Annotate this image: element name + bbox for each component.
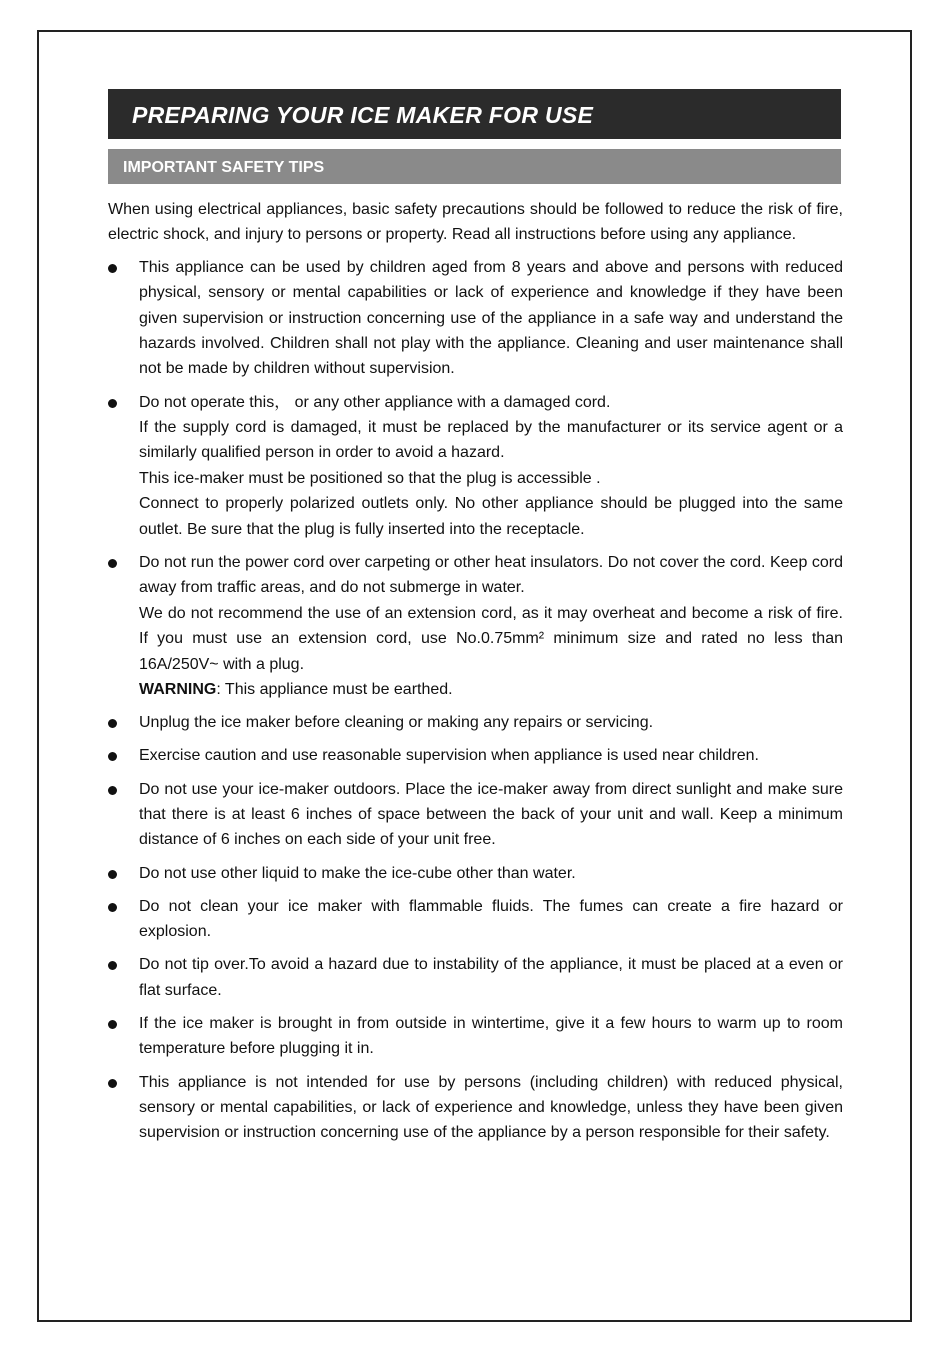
warning-text: : This appliance must be earthed. bbox=[216, 680, 453, 698]
safety-tip-text: This appliance can be used by children aged from 8 years and above and persons with reduced physical, sensory or mental capabilities or lack of experience and knowledge if they have been given supervision or instruction concerning use of the appliance in a safe way and understand the hazards involved. Children shall not play with the appliance. Cleaning and user maintenance shall not be made by children without supervision. bbox=[139, 258, 843, 378]
safety-tip-item bbox=[108, 550, 843, 702]
page-title: PREPARING YOUR ICE MAKER FOR USE bbox=[132, 102, 594, 128]
bullet-icon bbox=[108, 752, 117, 761]
bullet-icon bbox=[108, 719, 117, 728]
safety-tip-item bbox=[108, 255, 843, 382]
safety-tip-text: Connect to properly polarized outlets only. No other appliance should be plugged into the same outlet. Be sure that the plug is fully inserted into the receptacle. bbox=[139, 495, 843, 538]
safety-tip-text: If the ice maker is brought in from outside in wintertime, give it a few hours to warm up to room temperature before plugging it in. bbox=[139, 1014, 843, 1058]
safety-tip-text: Do not use your ice-maker outdoors. Place the ice-maker away from direct sunlight and make sure that there is at least 6 inches of space between the back of your unit and wall. Keep a minimum distance of 6 inches on each side of your unit free. bbox=[139, 780, 843, 849]
section-heading: IMPORTANT SAFETY TIPS bbox=[123, 159, 325, 176]
safety-tip-text: Do not operate this， or any other appliance with a damaged cord. bbox=[139, 393, 611, 411]
bullet-icon bbox=[108, 870, 117, 879]
bullet-icon bbox=[108, 1079, 117, 1088]
safety-tip-text: Exercise caution and use reasonable supervision when appliance is used near children. bbox=[139, 747, 759, 765]
safety-tip-item bbox=[108, 1011, 843, 1062]
safety-tip-text: This appliance is not intended for use by persons (including children) with reduced physical, sensory or mental capabilities, or lack of experience and knowledge, unless they have been given supervision or instruction concerning use of the appliance by a person responsible for their safety. bbox=[139, 1073, 843, 1142]
bullet-icon bbox=[108, 1020, 117, 1029]
bullet-icon bbox=[108, 559, 117, 568]
safety-tip-text: If the supply cord is damaged, it must be replaced by the manufacturer or its service agent or a similarly qualified person in order to avoid a hazard. bbox=[139, 419, 843, 462]
title-banner bbox=[108, 89, 841, 139]
safety-tip-text: Do not run the power cord over carpeting or other heat insulators. Do not cover the cord. Keep cord away from traffic areas, and do not submerge in water. bbox=[139, 553, 843, 597]
safety-tip-item bbox=[108, 894, 843, 945]
intro-paragraph: When using electrical appliances, basic safety precautions should be followed to reduce the risk of fire, electric shock, and injury to persons or property. Read all instructions before using any appliance. bbox=[108, 201, 843, 244]
safety-tip-text: This ice-maker must be positioned so that the plug is accessible . bbox=[139, 469, 601, 487]
bullet-icon bbox=[108, 961, 117, 970]
bullet-icon bbox=[108, 399, 117, 408]
safety-tip-item bbox=[108, 710, 843, 735]
bullet-icon bbox=[108, 903, 117, 912]
bullet-icon bbox=[108, 786, 117, 795]
safety-tip-text: Do not tip over.To avoid a hazard due to instability of the appliance, it must be placed at a even or flat surface. bbox=[139, 956, 843, 999]
safety-tip-item bbox=[108, 743, 843, 768]
safety-tips-list bbox=[108, 255, 843, 1146]
bullet-icon bbox=[108, 264, 117, 273]
safety-tip-text: We do not recommend the use of an extension cord, as it may overheat and become a risk of fire. If you must use an extension cord, use No.0.75mm² minimum size and rated no less than 16A/250V~ with a plug. bbox=[139, 604, 843, 673]
safety-tip-item bbox=[108, 390, 843, 542]
safety-tip-text: Do not clean your ice maker with flammable fluids. The fumes can create a fire hazard or explosion. bbox=[139, 897, 843, 941]
safety-tip-text: Unplug the ice maker before cleaning or making any repairs or servicing. bbox=[139, 714, 654, 732]
safety-tip-item bbox=[108, 952, 843, 1003]
main-content bbox=[108, 197, 843, 1154]
warning-line bbox=[139, 677, 843, 702]
safety-tip-text: Do not use other liquid to make the ice-cube other than water. bbox=[139, 864, 576, 882]
safety-tip-item bbox=[108, 777, 843, 853]
warning-label: WARNING bbox=[139, 680, 217, 698]
section-banner bbox=[108, 149, 841, 184]
safety-tip-item bbox=[108, 861, 843, 886]
safety-tip-item bbox=[108, 1070, 843, 1146]
